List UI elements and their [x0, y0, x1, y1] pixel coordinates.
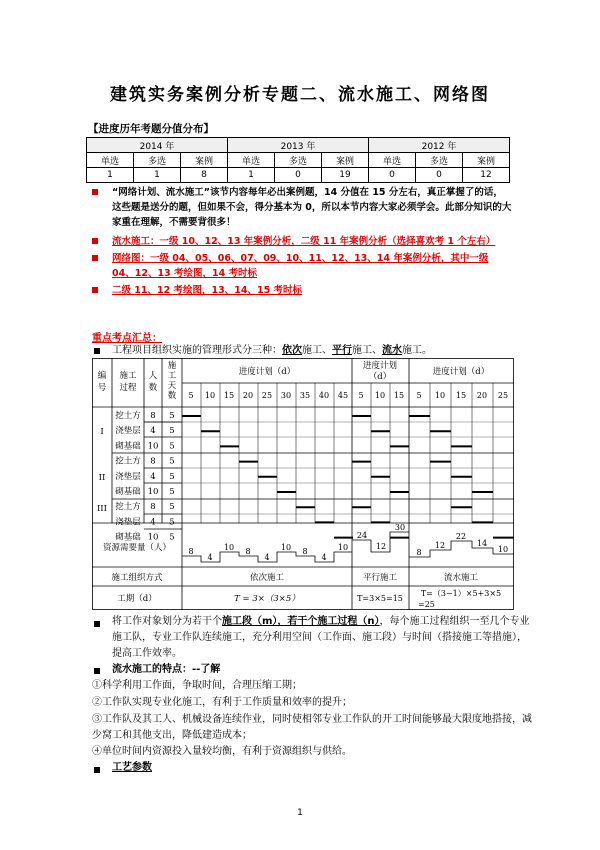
- row-process: 砌基础: [115, 487, 141, 497]
- resource-value: 12: [375, 542, 387, 551]
- row-days: 5: [169, 532, 175, 543]
- tick-label: 35: [299, 391, 311, 400]
- row-process: 浇垫层: [115, 471, 141, 482]
- score-value: 1: [87, 168, 134, 183]
- score-value: 0: [416, 168, 463, 183]
- header-days: 工: [167, 371, 177, 381]
- method-parallel: 平行施工: [362, 573, 398, 583]
- bullet-item: 网络图：一级 04、05、06、07、09、10、11、12、13、14 年案例分析，其中一级 04、12、13 考绘图，14 考时标: [92, 251, 512, 281]
- row-days: 5: [169, 456, 175, 467]
- key-points-heading: 重点考点汇总：: [92, 333, 162, 344]
- row-days: 5: [169, 471, 175, 482]
- construction-schedule-diagram: [92, 358, 514, 610]
- bullet-marker-icon: [92, 189, 98, 195]
- row-process: 砌基础: [115, 532, 141, 543]
- type-cell: 单选: [228, 153, 275, 168]
- type-cell: 案例: [322, 153, 369, 168]
- resource-value: 8: [245, 547, 251, 556]
- method-flow: 流水施工: [443, 573, 479, 583]
- row-process: 挖土方: [115, 411, 141, 421]
- row-people: 4: [150, 517, 156, 528]
- tick-label: 10: [434, 391, 446, 400]
- score-table: [86, 137, 510, 183]
- row-process: 挖土方: [115, 456, 141, 467]
- row-people: 8: [150, 502, 156, 513]
- duration-flow-result: =25: [418, 600, 435, 609]
- header-no: 编: [97, 371, 107, 381]
- row-days: 5: [169, 487, 175, 497]
- type-cell: 多选: [275, 153, 322, 168]
- tick-label: 25: [261, 391, 273, 400]
- score-value: 1: [134, 168, 181, 183]
- header-plan-parallel: 进度计划: [362, 361, 398, 371]
- features-item: ④单位时间内资源投入量较均衡，有利于资源组织与供给。: [92, 746, 352, 757]
- row-process: 浇垫层: [115, 517, 141, 528]
- resource-value: 14: [476, 539, 488, 548]
- resource-value: 8: [416, 548, 422, 557]
- tick-label: 40: [318, 391, 330, 400]
- group-label: II: [98, 473, 106, 483]
- header-plan-sequential: 进度计划（d）: [238, 367, 296, 377]
- score-value: 19: [322, 168, 369, 183]
- tick-label: 15: [223, 391, 235, 400]
- duration-sequential: T = 3×（3×5）: [234, 594, 300, 604]
- flow-definition-text: 将工作对象划分为若干个施工段（m），若干个施工过程（n），每个施工过程组织一至几个专业施工队，专业工作队连续施工，充分利用空间（工作面、施工段）与时间（搭接施工等措施），提高工作效率。: [112, 616, 530, 659]
- features-item: ③工作队及其工人、机械设备连续作业，同时使相邻专业工作队的开工时间能够最大限度地搭接，减少窝工和其他支出，降低建造成本；: [92, 714, 532, 741]
- craft-heading: 工艺参数: [112, 762, 152, 773]
- resource-value: 12: [434, 541, 446, 550]
- group-label: III: [96, 504, 108, 514]
- header-no: 号: [97, 383, 107, 393]
- bullet-square-icon: [94, 621, 100, 627]
- row-days: 5: [169, 517, 175, 528]
- row-days: 5: [169, 426, 175, 437]
- bullet-marker-icon: [92, 255, 98, 261]
- row-people: 4: [150, 426, 156, 437]
- row-process: 浇垫层: [115, 426, 141, 437]
- bullet-square-icon: [94, 767, 100, 773]
- header-count: 人: [148, 371, 158, 381]
- resource-value: 10: [337, 543, 349, 552]
- resource-value: 22: [455, 532, 467, 541]
- tick-label: 15: [393, 391, 405, 400]
- features-heading: 流水施工的特点：--了解: [112, 664, 221, 675]
- duration-label: 工期（d）: [117, 594, 157, 604]
- bullet-item: 二级 11、12 考绘图，13、14、15 考时标: [92, 283, 512, 298]
- tick-label: 10: [374, 391, 386, 400]
- bullet-item: 流水施工：一级 10、12、13 年案例分析，二级 11 年案例分析（选择喜欢考 1 个左右）: [92, 234, 512, 249]
- header-process: 过程: [119, 383, 137, 393]
- tick-label: 15: [455, 391, 467, 400]
- row-process: 砌基础: [115, 441, 141, 452]
- score-value: 1: [228, 168, 275, 183]
- tick-label: 20: [476, 391, 488, 400]
- row-days: 5: [169, 502, 175, 513]
- resource-value: 4: [321, 553, 327, 562]
- header-process: 施工: [119, 371, 137, 381]
- bullet-marker-icon: [92, 287, 98, 293]
- resource-label: 资源需要量（人）: [102, 543, 172, 553]
- tick-label: 10: [204, 391, 216, 400]
- bullet-item: “网络计划、流水施工”该节内容每年必出案例题，14 分值在 15 分左右，真正掌握了的话，这些题是送分的题，但如果不会，得分基本为 0，所以本节内容大家必须学会。此部分知识的大家重在理解，不需要背很多！: [92, 185, 512, 230]
- row-people: 10: [147, 532, 159, 543]
- year-2014: 2014 年: [87, 138, 228, 153]
- score-value: 0: [369, 168, 416, 183]
- page-number: 1: [297, 808, 303, 818]
- resource-value: 8: [188, 547, 194, 556]
- header-days: 天: [167, 381, 177, 391]
- score-value: 0: [275, 168, 322, 183]
- header-days: 施: [167, 361, 177, 371]
- year-2013: 2013 年: [228, 138, 369, 153]
- row-people: 10: [147, 441, 159, 452]
- tick-label: 5: [188, 391, 194, 400]
- method-sequential: 依次施工: [249, 573, 285, 583]
- tick-label: 45: [337, 391, 349, 400]
- type-cell: 多选: [416, 153, 463, 168]
- features-item: ①科学利用工作面，争取时间，合理压缩工期；: [92, 680, 302, 691]
- header-days: 数: [167, 391, 177, 401]
- type-cell: 案例: [463, 153, 510, 168]
- tick-label: 5: [416, 391, 422, 400]
- bullet-marker-icon: [92, 238, 98, 244]
- bullet-square-icon: [94, 348, 100, 354]
- duration-parallel: T=3×5=15: [357, 594, 403, 603]
- tick-label: 5: [358, 391, 364, 400]
- header-plan-parallel: （d）: [368, 372, 392, 382]
- method-label: 施工组织方式: [111, 573, 163, 583]
- tick-label: 25: [497, 391, 509, 400]
- row-process: 挖土方: [115, 502, 141, 513]
- resource-value: 4: [264, 553, 270, 562]
- resource-value: 4: [207, 553, 213, 562]
- type-cell: 案例: [181, 153, 228, 168]
- features-item: ②工作队实现专业化施工，有利于工作质量和效率的提升；: [92, 697, 352, 708]
- year-2012: 2012 年: [369, 138, 510, 153]
- tick-label: 20: [242, 391, 254, 400]
- row-people: 4: [150, 471, 156, 482]
- resource-value: 10: [223, 543, 235, 552]
- resource-value: 10: [280, 543, 292, 552]
- row-people: 8: [150, 456, 156, 467]
- bullet-square-icon: [94, 668, 100, 674]
- resource-value: 24: [356, 531, 368, 540]
- intro-text: 工程项目组织实施的管理形式分三种：依次施工、平行施工、流水施工。: [112, 345, 432, 356]
- resource-value: 8: [302, 547, 308, 556]
- row-days: 5: [169, 441, 175, 452]
- row-people: 10: [147, 487, 159, 497]
- resource-value: 10: [497, 545, 509, 554]
- group-label: I: [100, 427, 104, 437]
- score-heading: 【进度历年考题分值分布】: [88, 123, 214, 135]
- tick-label: 30: [280, 391, 292, 400]
- header-plan-flow: 进度计划（d）: [432, 367, 490, 377]
- score-value: 8: [181, 168, 228, 183]
- type-cell: 单选: [87, 153, 134, 168]
- row-people: 8: [150, 411, 156, 421]
- page-title: 建筑实务案例分析专题二、流水施工、网络图: [110, 85, 490, 105]
- type-cell: 单选: [369, 153, 416, 168]
- score-value: 12: [463, 168, 510, 183]
- header-count: 数: [148, 383, 158, 393]
- resource-value: 30: [394, 523, 406, 532]
- duration-flow: T=（3−1）×5+3×5: [420, 589, 502, 598]
- row-days: 5: [169, 411, 175, 421]
- type-cell: 多选: [134, 153, 181, 168]
